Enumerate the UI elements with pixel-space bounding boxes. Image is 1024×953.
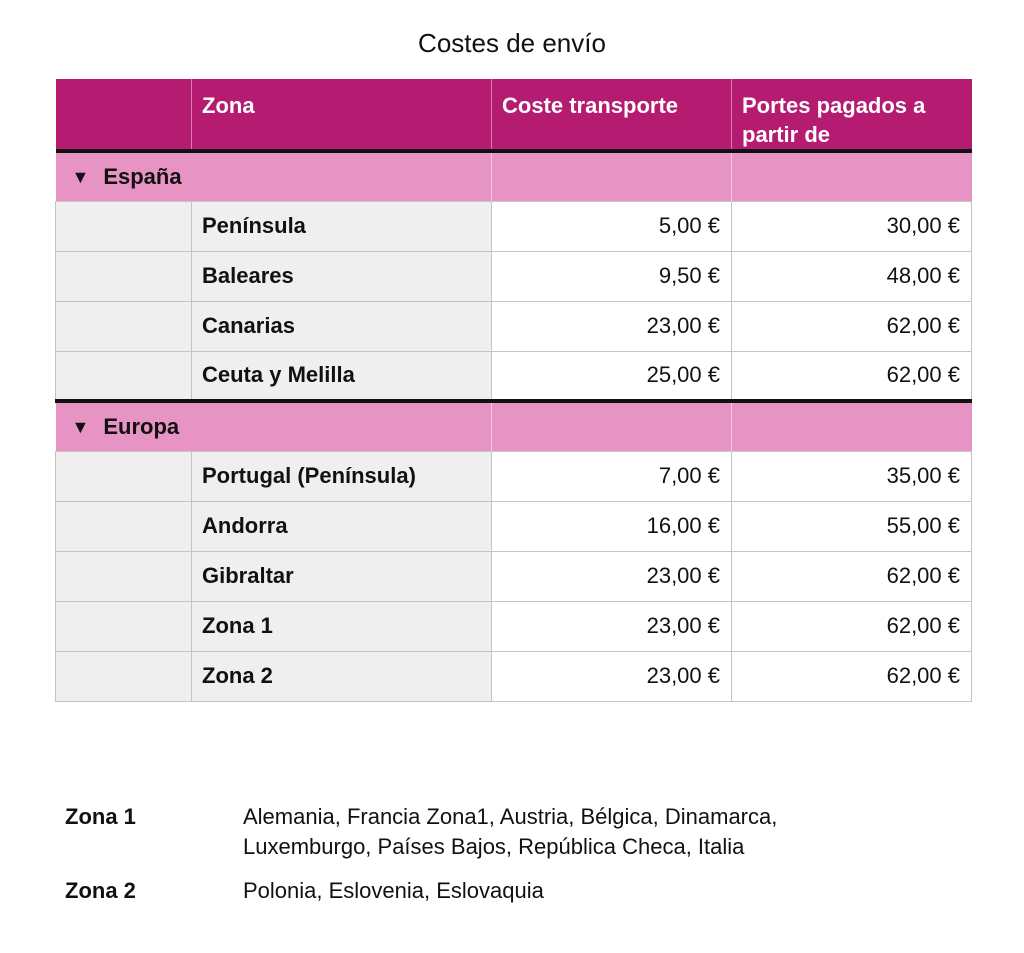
header-coste-transporte: Coste transporte [492,79,732,151]
coste-cell: 25,00 € [492,351,732,401]
note-row-zona-1 [65,802,965,862]
group-name: España [103,163,182,189]
table-row [56,501,972,551]
zone-notes [65,802,965,920]
header-cell-empty [56,79,192,151]
coste-cell: 5,00 € [492,201,732,251]
table-row [56,601,972,651]
group-name: Europa [103,413,180,439]
coste-cell: 23,00 € [492,551,732,601]
zona-cell: Gibraltar [192,551,492,601]
table-row [56,301,972,351]
group-empty-cell [732,401,972,451]
table-row [56,451,972,501]
coste-cell: 23,00 € [492,651,732,701]
page-title: Costes de envío [418,28,606,58]
note-row-zona-2 [65,876,965,906]
portes-cell: 55,00 € [732,501,972,551]
zona-cell: Zona 1 [192,601,492,651]
header-portes-pagados: Portes pagados a partir de [732,79,972,151]
zona-cell: Canarias [192,301,492,351]
indent-cell [56,551,192,601]
table-header-row [56,79,972,151]
group-empty-cell [492,401,732,451]
indent-cell [56,451,192,501]
indent-cell [56,251,192,301]
indent-cell [56,351,192,401]
table-row [56,651,972,701]
zona-cell: Ceuta y Melilla [192,351,492,401]
coste-cell: 23,00 € [492,601,732,651]
indent-cell [56,301,192,351]
zona-cell: Andorra [192,501,492,551]
triangle-down-icon[interactable]: ▼ [71,166,90,187]
portes-cell: 62,00 € [732,651,972,701]
indent-cell [56,201,192,251]
table-row [56,351,972,401]
portes-cell: 48,00 € [732,251,972,301]
coste-cell: 23,00 € [492,301,732,351]
portes-cell: 30,00 € [732,201,972,251]
portes-cell: 62,00 € [732,551,972,601]
coste-cell: 9,50 € [492,251,732,301]
note-countries: Polonia, Eslovenia, Eslovaquia [243,878,544,903]
zona-cell: Baleares [192,251,492,301]
zona-cell: Zona 2 [192,651,492,701]
portes-cell: 62,00 € [732,351,972,401]
indent-cell [56,501,192,551]
triangle-down-icon[interactable]: ▼ [71,416,90,437]
table-row [56,251,972,301]
coste-cell: 16,00 € [492,501,732,551]
portes-cell: 62,00 € [732,601,972,651]
indent-cell [56,651,192,701]
header-zona: Zona [192,79,492,151]
group-row-europa[interactable] [56,401,972,451]
portes-cell: 62,00 € [732,301,972,351]
group-empty-cell [732,151,972,201]
group-label-cell[interactable] [56,401,492,451]
zona-cell: Portugal (Península) [192,451,492,501]
note-zone-label: Zona 1 [65,804,136,829]
indent-cell [56,601,192,651]
coste-cell: 7,00 € [492,451,732,501]
portes-cell: 35,00 € [732,451,972,501]
note-countries: Alemania, Francia Zona1, Austria, Bélgica, Dinamarca, Luxemburgo, Países Bajos, República Checa, Italia [243,804,778,859]
table-row [56,201,972,251]
shipping-costs-table [55,79,972,702]
zona-cell: Península [192,201,492,251]
group-label-cell[interactable] [56,151,492,201]
table-row [56,551,972,601]
group-row-espana[interactable] [56,151,972,201]
note-zone-label: Zona 2 [65,878,136,903]
group-empty-cell [492,151,732,201]
